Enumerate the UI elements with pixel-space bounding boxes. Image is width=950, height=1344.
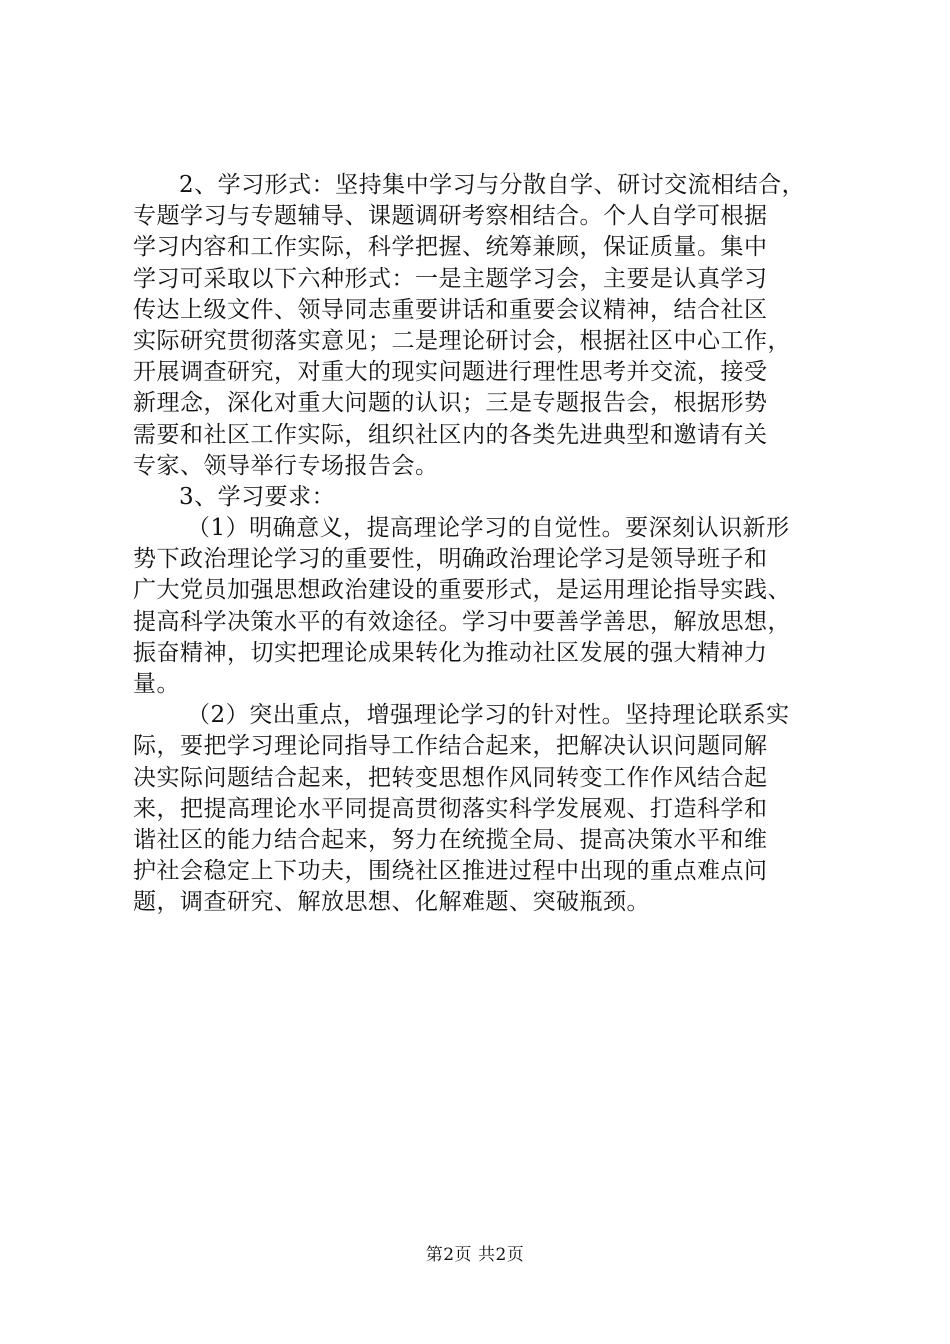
paragraph-line: 学习内容和工作实际，科学把握、统筹兼顾，保证质量。集中 (133, 234, 768, 261)
paragraph-line: 需要和社区工作实际，组织社区内的各类先进典型和邀请有关 (133, 421, 768, 448)
page-footer: 第2页 共2页 (425, 1245, 525, 1265)
paragraph-line: 专题学习与专题辅导、课题调研考察相结合。个人自学可根据 (133, 203, 768, 230)
paragraph-line: 广大党员加强思想政治建设的重要形式，是运用理论指导实践、 (133, 577, 791, 604)
section-heading: 3、学习要求： (179, 483, 336, 510)
paragraph-line: 新理念，深化对重大问题的认识；三是专题报告会，根据形势 (133, 390, 768, 417)
paragraph-line: 际，要把学习理论同指导工作结合起来，把解决认识问题同解 (133, 733, 768, 760)
paragraph-line: 开展调查研究，对重大的现实问题进行理性思考并交流，接受 (133, 359, 768, 386)
paragraph-line: 护社会稳定上下功夫，围绕社区推进过程中出现的重点难点问 (133, 858, 768, 885)
paragraph-line: 决实际问题结合起来，把转变思想作风同转变工作作风结合起 (133, 764, 768, 791)
paragraph-line: 提高科学决策水平的有效途径。学习中要善学善思，解放思想， (133, 608, 791, 635)
paragraph-line: 势下政治理论学习的重要性，明确政治理论学习是领导班子和 (133, 546, 768, 573)
paragraph-line: 量。 (133, 671, 180, 697)
paragraph-line: 实际研究贯彻落实意见；二是理论研讨会，根据社区中心工作， (133, 327, 791, 354)
paragraph-line: 传达上级文件、领导同志重要讲话和重要会议精神，结合社区 (133, 296, 768, 323)
paragraph-line: （1）明确意义，提高理论学习的自觉性。要深刻认识新形 (187, 515, 790, 542)
paragraph-line: 振奋精神，切实把理论成果转化为推动社区发展的强大精神力 (133, 639, 768, 666)
paragraph-line: 专家、领导举行专场报告会。 (133, 452, 439, 479)
paragraph-line: 谐社区的能力结合起来，努力在统揽全局、提高决策水平和维 (133, 826, 768, 853)
paragraph-line: 来，把提高理论水平同提高贯彻落实科学发展观、打造科学和 (133, 795, 768, 822)
document-body (133, 170, 833, 919)
paragraph-line: 学习可采取以下六种形式：一是主题学习会，主要是认真学习 (133, 265, 768, 292)
paragraph-line: 题，调查研究、解放思想、化解难题、突破瓶颈。 (133, 889, 650, 916)
paragraph-line: 2、学习形式：坚持集中学习与分散自学、研讨交流相结合， (179, 172, 806, 198)
paragraph-line: （2）突出重点，增强理论学习的针对性。坚持理论联系实 (187, 702, 790, 729)
